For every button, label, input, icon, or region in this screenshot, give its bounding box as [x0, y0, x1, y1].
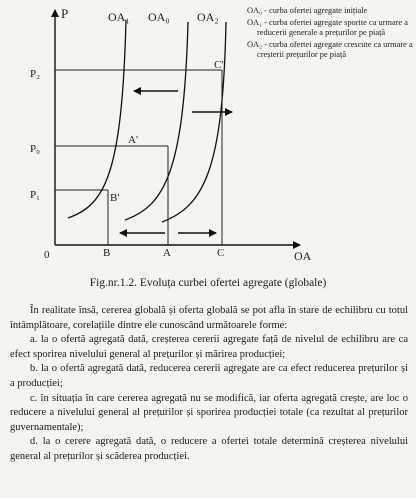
curve-label-oa2: OA₂: [197, 10, 219, 24]
point-c-prime: C': [214, 59, 224, 71]
paragraph-b: b. la o ofertă agregată dată, reducerea cererii agregate are ca efect reducerea prețurilor și a producției;: [10, 363, 408, 389]
paragraph-a: a. la o ofertă agregată dată, creșterea cererii agregate față de nivelul de echilibru are ca efect sporirea nivelului general al prețurilor și mărirea producției;: [10, 334, 408, 360]
point-a-prime: A': [128, 134, 138, 146]
x-tick-c: C: [217, 247, 225, 259]
point-b-prime: B': [110, 192, 120, 204]
curve-oa1: [68, 20, 126, 218]
x-tick-a: A: [163, 247, 171, 259]
legend-item-oa2: OA₂ - curba ofertei agregate crescute ca urmare a creșterii prețurilor pe piață: [247, 40, 413, 59]
y-tick-p2: P₂: [30, 68, 40, 80]
y-axis-label: P: [61, 6, 69, 21]
curve-label-oa1: OA₁: [108, 10, 130, 24]
curve-oa0: [125, 22, 188, 220]
figure-caption: Fig.nr.1.2. Evoluța curbei ofertei agregate (globale): [89, 277, 327, 289]
curve-label-oa0: OA₀: [148, 10, 170, 24]
x-axis-label: OA: [294, 249, 312, 263]
body-text: [10, 304, 408, 465]
paragraph-c: c. în situația în care cererea agregată nu se modifică, iar oferta agregată crește, are loc o reducere a nivelului general al prețurilor și sporirea producției totale (ca rezultat al prețurilor guvernamentale);: [10, 392, 408, 433]
curve-oa2: [162, 22, 226, 222]
origin-label: 0: [44, 249, 50, 261]
y-tick-p1: P₁: [30, 189, 40, 201]
curve-legend: [247, 6, 413, 62]
y-tick-p0: P₀: [30, 143, 40, 155]
paragraph-intro: În realitate însă, cererea globală și oferta globală se pot afla în stare de echilibru cu totul întâmplătoare, corelațiile dintre ele cunoscând următoarele forme:: [10, 305, 408, 331]
legend-item-oa0: OA₀ - curba ofertei agregate inițiale: [247, 6, 368, 15]
paragraph-d: d. la o cerere agregată dată, o reducere a ofertei totale determină creșterea nivelului general al prețurilor și scăderea producției.: [10, 436, 408, 462]
legend-item-oa1: OA₁ - curba ofertei agregate sporite ca urmare a reducerii generale a prețurilor pe piață: [247, 18, 409, 37]
x-tick-b: B: [103, 247, 111, 259]
